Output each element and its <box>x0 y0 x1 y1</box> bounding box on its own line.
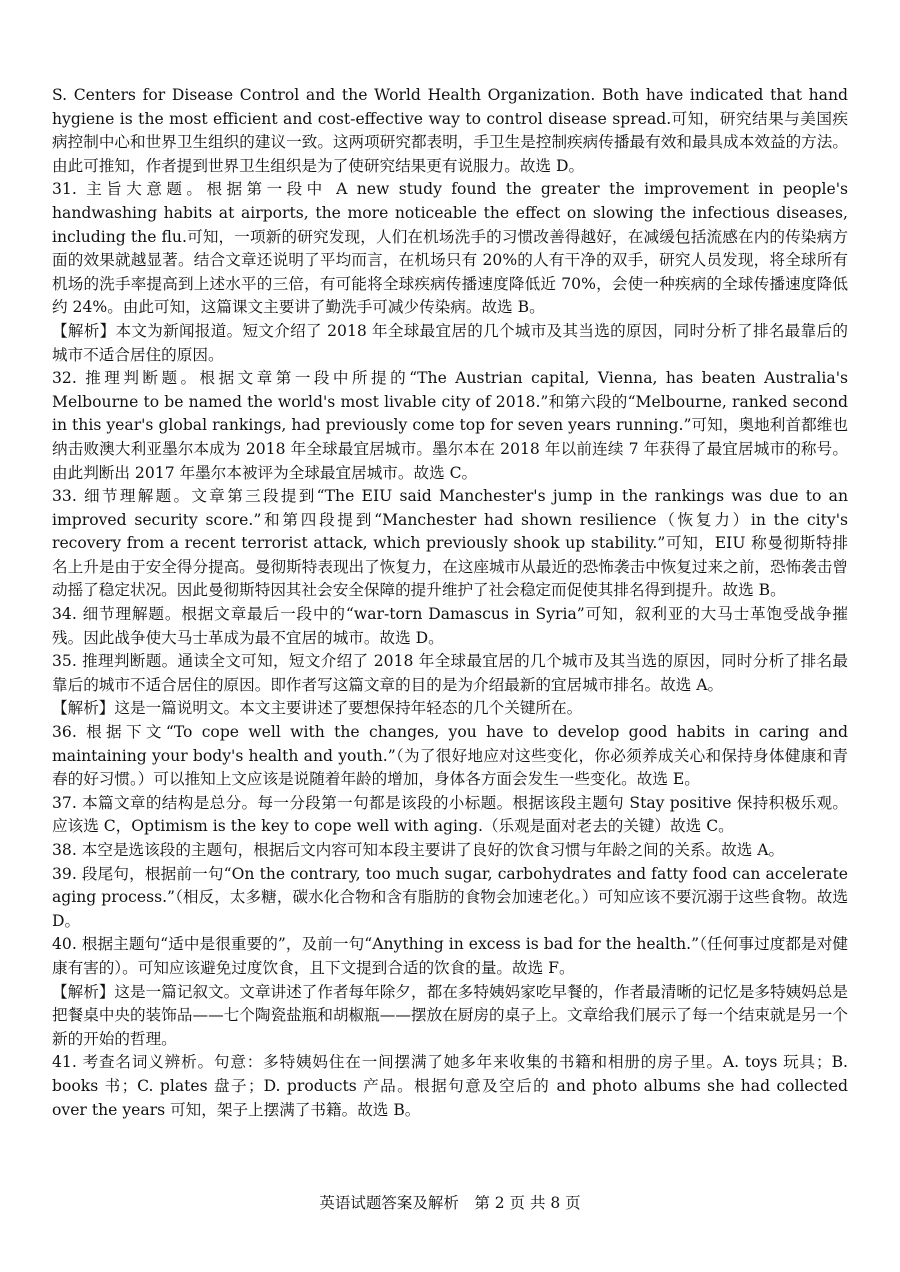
paragraph-analysis-b: 【解析】本文为新闻报道。短文介绍了 2018 年全球最宜居的几个城市及其当选的原因，同时分析了排名最靠后的城市不适合居住的原因。 <box>52 321 848 364</box>
paragraph-q37: 37. 本篇文章的结构是总分。每一分段第一句都是该段的小标题。根据该段主题句 Stay positive 保持积极乐观。应该选 C，Optimism is the key to cope well with aging.（乐观是面对老去的关键）故选 C。 <box>52 793 848 836</box>
paragraph-q35: 35. 推理判断题。通读全文可知，短文介绍了 2018 年全球最宜居的几个城市及其当选的原因，同时分析了排名最靠后的城市不适合居住的原因。即作者写这篇文章的目的是为介绍最新的宜居城市排名。故选 A。 <box>52 652 848 694</box>
paragraph-analysis-d: 【解析】这是一篇记叙文。文章讲述了作者每年除夕，都在多特姨妈家吃早餐的，作者最清晰的记忆是多特姨妈总是把餐桌中央的装饰品——七个陶瓷盐瓶和胡椒瓶——摆放在厨房的桌子上。文章给我们展示了每一个结束就是另一个新的开始的哲理。 <box>52 982 848 1048</box>
page-footer: 英语试题答案及解析 第 2 页 共 8 页 <box>319 1194 581 1212</box>
paragraph-q40: 40. 根据主题句“适中是很重要的”，及前一句“Anything in excess is bad for the health.”（任何事过度都是对健康有害的）。可知应该避免过度饮食，且下文提到合适的饮食的量。故选 F。 <box>52 935 848 977</box>
paragraph-q31: 31. 主旨大意题。根据第一段中 A new study found the greater the improvement in people's handwashing habits at airports, the more noticeable the effect on slowing the infectious diseases, including the flu.可知，一项新的研究发现，人们在机场洗手的习惯改善得越好，在减缓包括流感在内的传染病方面的效果就越显著。结合文章还说明了平均而言，在机场只有 20%的人有干净的双手，研究人员发现，将全球所有机场的洗手率提高到上述水平的三倍，有可能将全球疾病传播速度降低近 70%，会使一种疾病的全球传播速度降低约 24%。由此可知，这篇课文主要讲了勤洗手可减少传染病。故选 B。 <box>52 180 848 317</box>
paragraph-q41: 41. 考查名词义辨析。句意：多特姨妈住在一间摆满了她多年来收集的书籍和相册的房子里。A. toys 玩具；B. books 书；C. plates 盘子；D. products 产品。根据句意及空后的 and photo albums she had collected over the years 可知，架子上摆满了书籍。故选 B。 <box>52 1053 848 1119</box>
paragraph-analysis-c: 【解析】这是一篇说明文。本文主要讲述了要想保持年轻态的几个关键所在。 <box>52 699 583 718</box>
paragraph-q39: 39. 段尾句，根据前一句“On the contrary, too much sugar, carbohydrates and fatty food can accelerate aging process.”（相反，太多糖，碳水化合物和含有脂肪的食物会加速老化。）可知应该不要沉溺于这些食物。故选 D。 <box>52 864 848 930</box>
paragraph-q33: 33. 细节理解题。文章第三段提到“The EIU said Manchester's jump in the rankings was due to an improved security score.”和第四段提到“Manchester had shown resilience（恢复力）in the city's recovery from a recent terrorist attack, which previously shook up stability.”可知，EIU 称曼彻斯特排名上升是由于安全得分提高。曼彻斯特表现出了恢复力，在这座城市从最近的恐怖袭击中恢复过来之前，恐怖袭击曾动摇了稳定状况。因此曼彻斯特因其社会安全保障的提升维护了社会稳定而促使其排名得到提升。故选 B。 <box>52 487 848 600</box>
paragraph-q36: 36. 根据下文“To cope well with the changes, you have to develop good habits in caring and maintaining your body's health and youth.”（为了很好地应对这些变化，你必须养成关心和保持身体健康和青春的好习惯。）可以推知上文应该是说随着年龄的增加，身体各方面会发生一些变化。故选 E。 <box>52 723 848 789</box>
paragraph-q38: 38. 本空是选该段的主题句，根据后文内容可知本段主要讲了良好的饮食习惯与年龄之间的关系。故选 A。 <box>52 841 785 859</box>
answer-explanation-body <box>52 84 848 1122</box>
paragraph-q34: 34. 细节理解题。根据文章最后一段中的“war-torn Damascus in Syria”可知，叙利亚的大马士革饱受战争摧残。因此战争使大马士革成为最不宜居的城市。故选 D。 <box>52 605 848 647</box>
paragraph-continuation: S. Centers for Disease Control and the World Health Organization. Both have indicated that hand hygiene is the most efficient and cost-effective way to control disease spread.可知，研究结果与美国疾病控制中心和世界卫生组织的建议一致。这两项研究都表明，手卫生是控制疾病传播最有效和最具成本效益的方法。由此可推知，作者提到世界卫生组织是为了使研究结果更有说服力。故选 D。 <box>52 86 848 175</box>
paragraph-q32: 32. 推理判断题。根据文章第一段中所提的“The Austrian capital, Vienna, has beaten Australia's Melbourne to be named the world's most livable city of 2018.”和第六段的“Melbourne, ranked second in this year's global rankings, had previously come top for seven years running.”可知，奥地利首都维也纳击败澳大利亚墨尔本成为 2018 年全球最宜居城市。墨尔本在 2018 年以前连续 7 年获得了最宜居城市的称号。由此判断出 2017 年墨尔本被评为全球最宜居城市。故选 C。 <box>52 369 848 482</box>
